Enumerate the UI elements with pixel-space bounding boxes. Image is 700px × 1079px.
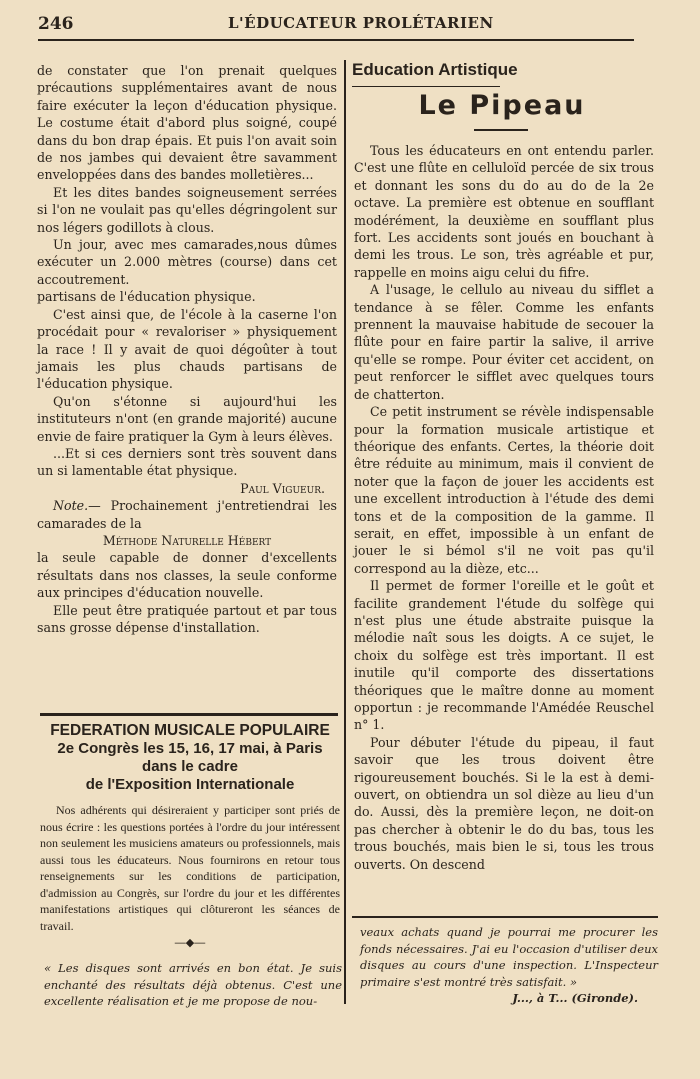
page-number: 246 — [38, 14, 74, 34]
federation-title: FEDERATION MUSICALE POPULAIRE — [50, 722, 330, 739]
testimonial-quote-end — [360, 924, 658, 1007]
article-paragraph: Tous les éducateurs en ont entendu parler. C'est une flûte en celluloïd percée de six trous et donnant les sons du do au do de la 2e octave. La première est obtenue en soufflant modérément, la deuxième en soufflant plus fort. Les accidents sont joués en bouchant à demi les trous. Le son, très agréable et pur, rappelle en moins aigu celui du fifre. — [354, 143, 654, 280]
federation-exposition: de l'Exposition Internationale — [85, 776, 295, 793]
article-paragraph: Pour débuter l'étude du pipeau, il faut savoir que les trous doivent être rigoureusement bouchés. Si le la est à demi-ouvert, on obtiendra un sol dièze au lieu d'un do. Aussi, dès la première leçon, ne doit-on pas chercher à obtenir le do du bas, tous les trous bouchés, mais bien le si, tous les trous ouverts. On descend — [354, 734, 654, 872]
article-paragraph: Il permet de former l'oreille et le goût et facilite grandement l'étude du solfège qui n'est plus une étude abstraite puisque la mélodie naît sous les doigts. A ce sujet, le choix du solfège est très important. Il est inutile qu'il comporte des dissertations théoriques que le maître donne au moment opportun : je recommande l'Amédée Reuschel n° 1. — [354, 578, 654, 733]
left-paragraph: de constater que l'on prenait quelques précautions supplémentaires avant de nous faire exécuter la leçon d'éducation physique. Le costume était d'abord plus soigné, coupé dans du bon drap épais. Et puis l'on avait soin de nos jambes qui devaient être savamment enveloppées dans des bandes molletières... — [37, 63, 337, 183]
section-rule — [352, 86, 500, 87]
left-column — [37, 62, 337, 636]
left-paragraph: Qu'on s'étonne si aujourd'hui les instituteurs n'ont (en grande majorité) aucune envie de faire pratiquer la Gym à leurs élèves. — [37, 393, 337, 444]
page-header — [38, 8, 638, 38]
column-divider — [344, 60, 346, 1004]
quote-rule — [352, 916, 658, 918]
article-paragraph: Ce petit instrument se révèle indispensable pour la formation musicale artistique et théorique des enfants. Certes, la théorie doit être réduite au minimum, mais il convient de noter que la façon de jouer les accidents est une excellent introduction à l'étude des demi tons et de la composition de la gamme. Il serait, en effet, impossible à un enfant de jouer le si bémol s'il ne voit pas qu'il correspond au la dièze, etc... — [354, 404, 654, 576]
testimonial-quote-start: « Les disques sont arrivés en bon état. Je suis enchanté des résultats déjà obtenus. C'est une excellente réalisation et je me propose de nou- — [44, 961, 342, 1008]
left-paragraph: C'est ainsi que, de l'école à la caserne l'on procédait pour « revaloriser » physiquement la race ! Il y avait de quoi dégoûter à tout jamais les plus chauds partisans de l'éducation physique. — [37, 306, 337, 392]
article-title: Le Pipeau — [418, 90, 586, 121]
left-paragraph: Elle peut être pratiquée partout et par tous sans grosse dépense d'installation. — [37, 602, 337, 635]
header-rule — [38, 39, 634, 41]
author-signature: Paul Vigueur. — [240, 480, 325, 496]
federation-frame: dans le cadre — [142, 758, 238, 775]
ornament-divider: —◆— — [174, 937, 206, 949]
journal-title: L'ÉDUCATEUR PROLÉTARIEN — [228, 14, 494, 32]
federation-top-rule — [40, 713, 338, 716]
federation-body: Nos adhérents qui désireraient y participer sont priés de nous écrire : les questions portées à l'ordre du jour intéressent non seulement les musiciens amateurs ou professionnels, mais aussi tous les éducateurs. Nous fournirons en retour tous renseignements sur les conditions de participation, d'admission au Congrès, sur l'ordre du jour et les différentes manifestations artistiques qui clôtureront les séances de travail. — [40, 803, 340, 933]
federation-notice — [40, 722, 340, 951]
left-paragraph: la seule capable de donner d'excellents résultats dans nos classes, la seule conforme aux principes d'éducation nouvelle. — [37, 550, 337, 601]
title-rule — [474, 129, 528, 131]
left-paragraph: partisans de l'éducation physique. — [37, 289, 256, 305]
method-name: Méthode Naturelle Hébert — [102, 532, 272, 548]
testimonial-text: veaux achats quand je pourrai me procurer les fonds nécessaires. J'ai eu l'occasion d'utiliser deux disques au cours d'une inspection. L'Inspecteur primaire s'est montré très satisfait. » — [360, 925, 658, 989]
section-heading: Education Artistique — [352, 60, 518, 79]
left-paragraph: ...Et si ces derniers sont très souvent dans un si lamentable état physique. — [37, 445, 337, 479]
note-label: Note.— — [53, 498, 101, 514]
article-paragraph: A l'usage, le cellulo au niveau du sifflet a tendance à se fêler. Comme les enfants prennent la mauvaise habitude de secouer la flûte pour en faire partir la salive, il arrive qu'elle se rompe. Pour éviter cet accident, on peut renforcer le sifflet avec quelques tours de chatterton. — [354, 282, 654, 402]
left-paragraph: Et les dites bandes soigneusement serrées si l'on ne voulait pas qu'elles dégringolent sur nos légers godillots à clous. — [37, 184, 337, 235]
left-paragraph: Un jour, avec mes camarades,nous dûmes exécuter un 2.000 mètres (course) dans cet accoutrement. — [37, 237, 337, 287]
testimonial-signature: J..., à T... (Gironde). — [512, 991, 638, 1005]
note-text: Prochainement j'entretiendrai les camarades de la — [37, 498, 337, 531]
right-column — [354, 142, 654, 873]
federation-congress: 2e Congrès les 15, 16, 17 mai, à Paris — [57, 740, 323, 757]
note-paragraph — [37, 497, 337, 532]
